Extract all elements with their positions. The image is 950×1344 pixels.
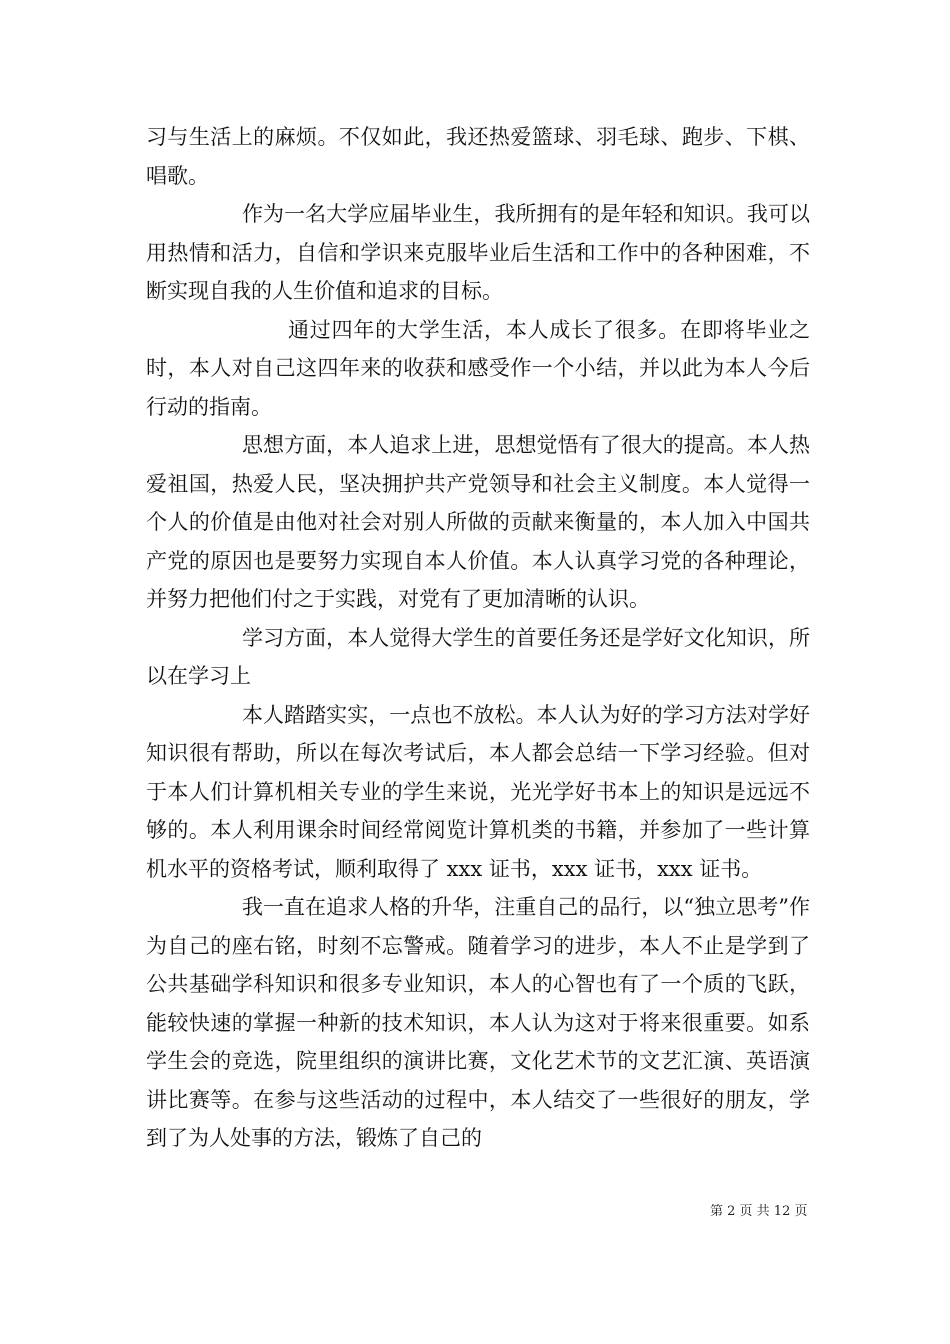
paragraph-character: 我一直在追求人格的升华，注重自己的品行，以“独立思考”作为自己的座右铭，时刻不忘警戒。随着学习的进步，本人不止是学到了公共基础学科知识和很多专业知识，本人的心智也有了一个质的飞跃，能较快速的掌握一种新的技术知识，本人认为这对于将来很重要。如系学生会的竞选，院里组织的演讲比赛，文化艺术节的文艺汇演、英语演讲比赛等。在参与这些活动的过程中，本人结交了一些很好的朋友，学到了为人处事的方法，锻炼了自己的 [146,895,810,1150]
paragraph-study-details: 本人踏踏实实，一点也不放松。本人认为好的学习方法对学好知识很有帮助，所以在每次考试后，本人都会总结一下学习经验。但对于本人们计算机相关专业的学生来说，光光学好书本上的知识是远远不够的。本人利用课余时间经常阅览计算机类的书籍，并参加了一些计算机水平的资格考试，顺利取得了 xxx 证书，xxx 证书，xxx 证书。 [146,702,810,881]
paragraph-graduate-intro: 作为一名大学应届毕业生，我所拥有的是年轻和知识。我可以用热情和活力，自信和学识来克服毕业后生活和工作中的各种困难，不断实现自我的人生价值和追求的目标。 [146,202,810,303]
paragraph-study-heading: 学习方面，本人觉得大学生的首要任务还是学好文化知识，所以在学习上 [146,625,810,688]
paragraph-four-years-summary: 通过四年的大学生活，本人成长了很多。在即将毕业之时，本人对自己这四年来的收获和感受作一个小结，并以此为本人今后行动的指南。 [146,317,810,419]
paragraph-continued-hobbies: 习与生活上的麻烦。不仅如此，我还热爱篮球、羽毛球、跑步、下棋、唱歌。 [146,125,810,188]
page-number-footer: 第 2 页 共 12 页 [710,1204,808,1219]
paragraph-ideology: 思想方面，本人追求上进，思想觉悟有了很大的提高。本人热爱祖国，热爱人民，坚决拥护共产党领导和社会主义制度。本人觉得一个人的价值是由他对社会对别人所做的贡献来衡量的，本人加入中国共产党的原因也是要努力实现自本人价值。本人认真学习党的各种理论，并努力把他们付之于实践，对党有了更加清晰的认识。 [146,433,810,611]
document-body [146,118,810,1158]
